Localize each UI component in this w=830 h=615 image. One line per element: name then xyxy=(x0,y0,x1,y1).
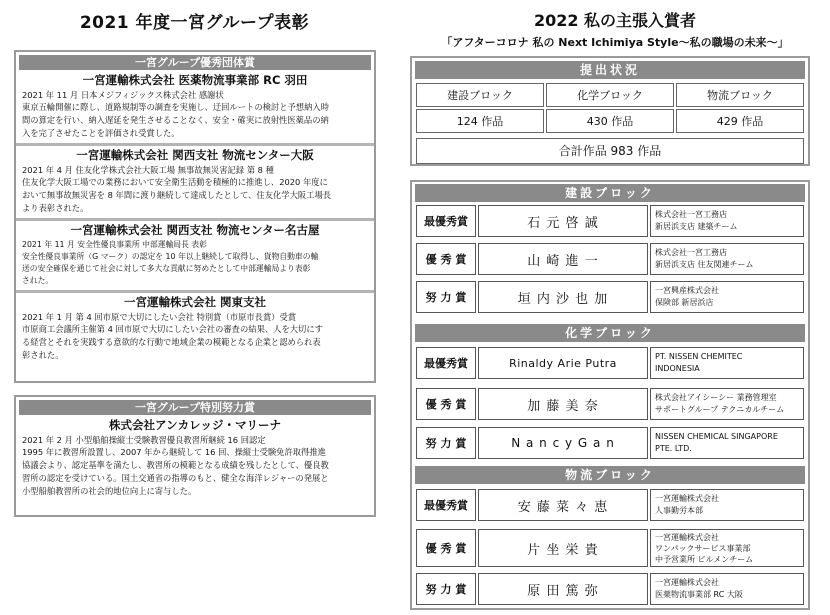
award-label: 優 秀 賞 xyxy=(416,388,476,420)
body-line: 習所の認定を受けている。国土交通省の指導のもと、健全な海洋レジャーの発展と xyxy=(22,473,329,483)
body-line: 1995 年に教習所設置し、2007 年から継続して 16 回、操縦士受験免許取得推進 xyxy=(22,447,326,457)
group-award-header: 一宮グループ優秀団体賞 xyxy=(19,55,371,70)
award-label: 最優秀賞 xyxy=(416,489,476,521)
body-line: より表彰された。 xyxy=(22,203,89,213)
submission-status-box xyxy=(410,56,810,166)
award-entry-kanto xyxy=(16,295,374,362)
org-line: PTE. LTD. xyxy=(655,444,692,453)
org-line: 医薬物流事業部 RC 大阪 xyxy=(655,590,743,599)
entry-meta: 2021 年 1 月 第 4 回市原で大切にしたい会社 特別賞（市原市長賞）受賞 xyxy=(22,312,297,322)
entry-body xyxy=(22,101,368,140)
entry-title: 株式会社アンカレッジ・マリーナ xyxy=(109,418,281,432)
entry-body xyxy=(22,446,368,498)
body-line: 東京五輪開催に際し、道路規制等の調査を実施し、迂回ルートの検討と予想納入時 xyxy=(22,102,329,112)
winner-name: 垣 内 沙 也 加 xyxy=(478,281,648,313)
org-line: サポートグループ テクニカルチーム xyxy=(655,405,785,414)
right-page-title: 2022 私の主張入賞者 xyxy=(533,11,697,30)
block-header-chemical: 化学ブロック xyxy=(415,324,805,342)
winner-org xyxy=(650,529,804,567)
winner-name: 加 藤 美 奈 xyxy=(478,388,648,420)
divider xyxy=(16,218,374,221)
body-line: 小型船舶教習所の社会的地位向上に寄与した。 xyxy=(22,486,197,496)
entry-meta: 2021 年 4 月 住友化学株式会社大阪工場 無事故無災害記録 第 8 種 xyxy=(22,165,274,175)
status-column-label: 物流ブロック xyxy=(676,83,804,107)
entry-body xyxy=(22,251,368,287)
award-label: 最優秀賞 xyxy=(416,347,476,379)
org-line: NISSEN CHEMICAL SINGAPORE xyxy=(655,432,778,441)
award-row xyxy=(415,204,805,238)
winner-name: 山 崎 進 一 xyxy=(478,243,648,275)
winner-org xyxy=(650,281,804,313)
award-row xyxy=(415,528,805,568)
divider xyxy=(16,290,374,293)
org-line: 一宮興産株式会社 xyxy=(655,286,719,295)
award-label: 努 力 賞 xyxy=(416,281,476,313)
group-award-box xyxy=(14,50,376,383)
body-line: 安全性優良事業所（G マーク）の認定を 10 年以上継続して取得し、貨物自動車の輸 xyxy=(22,252,319,261)
award-row xyxy=(415,280,805,314)
body-line: された。 xyxy=(22,276,54,285)
status-count-row xyxy=(415,108,805,134)
block-header-construction: 建設ブロック xyxy=(415,184,805,202)
body-line: 市原商工会議所主催第 4 回市原で大切にしたい会社の審査の結果、人を大切にす xyxy=(22,324,323,334)
body-line: おいて無事故無災害を 8 年間に渡り継続して達成したとして、住友化学大阪工場長 xyxy=(22,190,332,200)
results-box xyxy=(410,180,810,610)
org-line: 株式会社一宮工務店 xyxy=(655,210,727,219)
body-line: 間の算定を行い、納入遅延を発生させることなく、安全・確実に放射性医薬品の納 xyxy=(22,115,329,125)
entry-title: 一宮運輸株式会社 医薬物流事業部 RC 羽田 xyxy=(82,73,308,87)
award-row xyxy=(415,488,805,522)
special-award-box xyxy=(14,395,376,517)
award-row xyxy=(415,387,805,421)
award-label: 努 力 賞 xyxy=(416,427,476,459)
entry-meta: 2021 年 2 月 小型船舶操縦士受験教習優良教習所継続 16 回認定 xyxy=(22,435,266,445)
winner-name: N a n c y G a n xyxy=(478,427,648,459)
award-entry-anchorage xyxy=(16,418,374,498)
status-column-label: 建設ブロック xyxy=(416,83,544,107)
winner-name: Rinaldy Arie Putra xyxy=(478,347,648,379)
award-label: 最優秀賞 xyxy=(416,205,476,237)
body-line: る経営とそれを実践する意欲的な行動で地域企業の模範となる企業と認められ表 xyxy=(22,337,321,347)
status-count: 124 作品 xyxy=(416,109,544,133)
org-line: INDONESIA xyxy=(655,364,700,373)
status-total: 合計作品 983 作品 xyxy=(416,138,804,164)
award-entry-osaka xyxy=(16,148,374,215)
left-page-title: 2021 年度一宮グループ表彰 xyxy=(79,13,310,33)
body-line: 住友化学大阪工場での業務において安全衛生活動を積極的に推進し、2020 年度に xyxy=(22,177,328,187)
org-line: 保険部 新居浜店 xyxy=(655,298,714,307)
org-line: ワンパックサービス事業部 xyxy=(655,543,751,553)
winner-org xyxy=(650,205,804,237)
winner-name: 石 元 啓 誠 xyxy=(478,205,648,237)
org-line: 株式会社一宮工務店 xyxy=(655,248,727,257)
entry-body xyxy=(22,176,368,215)
award-label: 努 力 賞 xyxy=(416,573,476,605)
award-row xyxy=(415,242,805,276)
winner-org xyxy=(650,243,804,275)
body-line: 彰された。 xyxy=(22,350,64,360)
award-entry-rc-haneda xyxy=(16,73,374,140)
winner-org xyxy=(650,489,804,521)
award-row xyxy=(415,426,805,460)
winner-org xyxy=(650,427,804,459)
winner-name: 安 藤 菜 々 恵 xyxy=(478,489,648,521)
block-header-logistics: 物流ブロック xyxy=(415,466,805,484)
entry-meta: 2021 年 11 月 日本メジフィジックス株式会社 感謝状 xyxy=(22,90,224,100)
status-header: 提出状況 xyxy=(415,61,805,79)
org-line: PT. NISSEN CHEMITEC xyxy=(655,352,743,361)
org-line: 一宮運輸株式会社 xyxy=(655,494,719,503)
award-label: 優 秀 賞 xyxy=(416,529,476,567)
entry-title: 一宮運輸株式会社 関西支社 物流センター名古屋 xyxy=(70,223,320,237)
org-line: 一宮運輸株式会社 xyxy=(655,532,719,542)
body-line: 協議会より、認定基準を満たし、教習所の模範となる成績を残したとして、優良教 xyxy=(22,460,329,470)
org-line: 一宮運輸株式会社 xyxy=(655,578,719,587)
contest-theme: 「アフターコロナ 私の Next Ichimiya Style〜私の職場の未来〜」 xyxy=(441,36,789,49)
entry-body xyxy=(22,323,368,362)
award-entry-nagoya xyxy=(16,223,374,287)
winner-name: 原 田 篤 弥 xyxy=(478,573,648,605)
org-line: 株式会社アイシーシー 業務管理室 xyxy=(655,393,777,402)
special-award-header: 一宮グループ特別努力賞 xyxy=(19,400,371,415)
award-row xyxy=(415,346,805,380)
divider xyxy=(16,143,374,146)
winner-org xyxy=(650,388,804,420)
org-line: 新居浜支店 建築チーム xyxy=(655,222,738,231)
org-line: 新居浜支店 住友関連チーム xyxy=(655,260,754,269)
entry-title: 一宮運輸株式会社 関西支社 物流センター大阪 xyxy=(76,148,314,162)
status-count: 429 作品 xyxy=(676,109,804,133)
body-line: 送の安全確保を通じて社会に対して多大な貢献に努めたとして中部運輸局より表彰 xyxy=(22,264,311,273)
winner-name: 片 坐 栄 貴 xyxy=(478,529,648,567)
body-line: 入を完了させたことを評価され受賞した。 xyxy=(22,128,180,138)
entry-meta: 2021 年 11 月 安全性優良事業所 中部運輸局長 表彰 xyxy=(22,240,207,249)
status-table xyxy=(415,82,805,134)
status-column-label: 化学ブロック xyxy=(546,83,674,107)
org-line: 中予営業所 ビルメンチーム xyxy=(655,554,754,564)
award-row xyxy=(415,572,805,606)
status-header-row xyxy=(415,82,805,108)
winner-org xyxy=(650,573,804,605)
winner-org xyxy=(650,347,804,379)
award-label: 優 秀 賞 xyxy=(416,243,476,275)
entry-title: 一宮運輸株式会社 関東支社 xyxy=(123,295,266,309)
status-count: 430 作品 xyxy=(546,109,674,133)
org-line: 人事勤労本部 xyxy=(655,506,703,515)
